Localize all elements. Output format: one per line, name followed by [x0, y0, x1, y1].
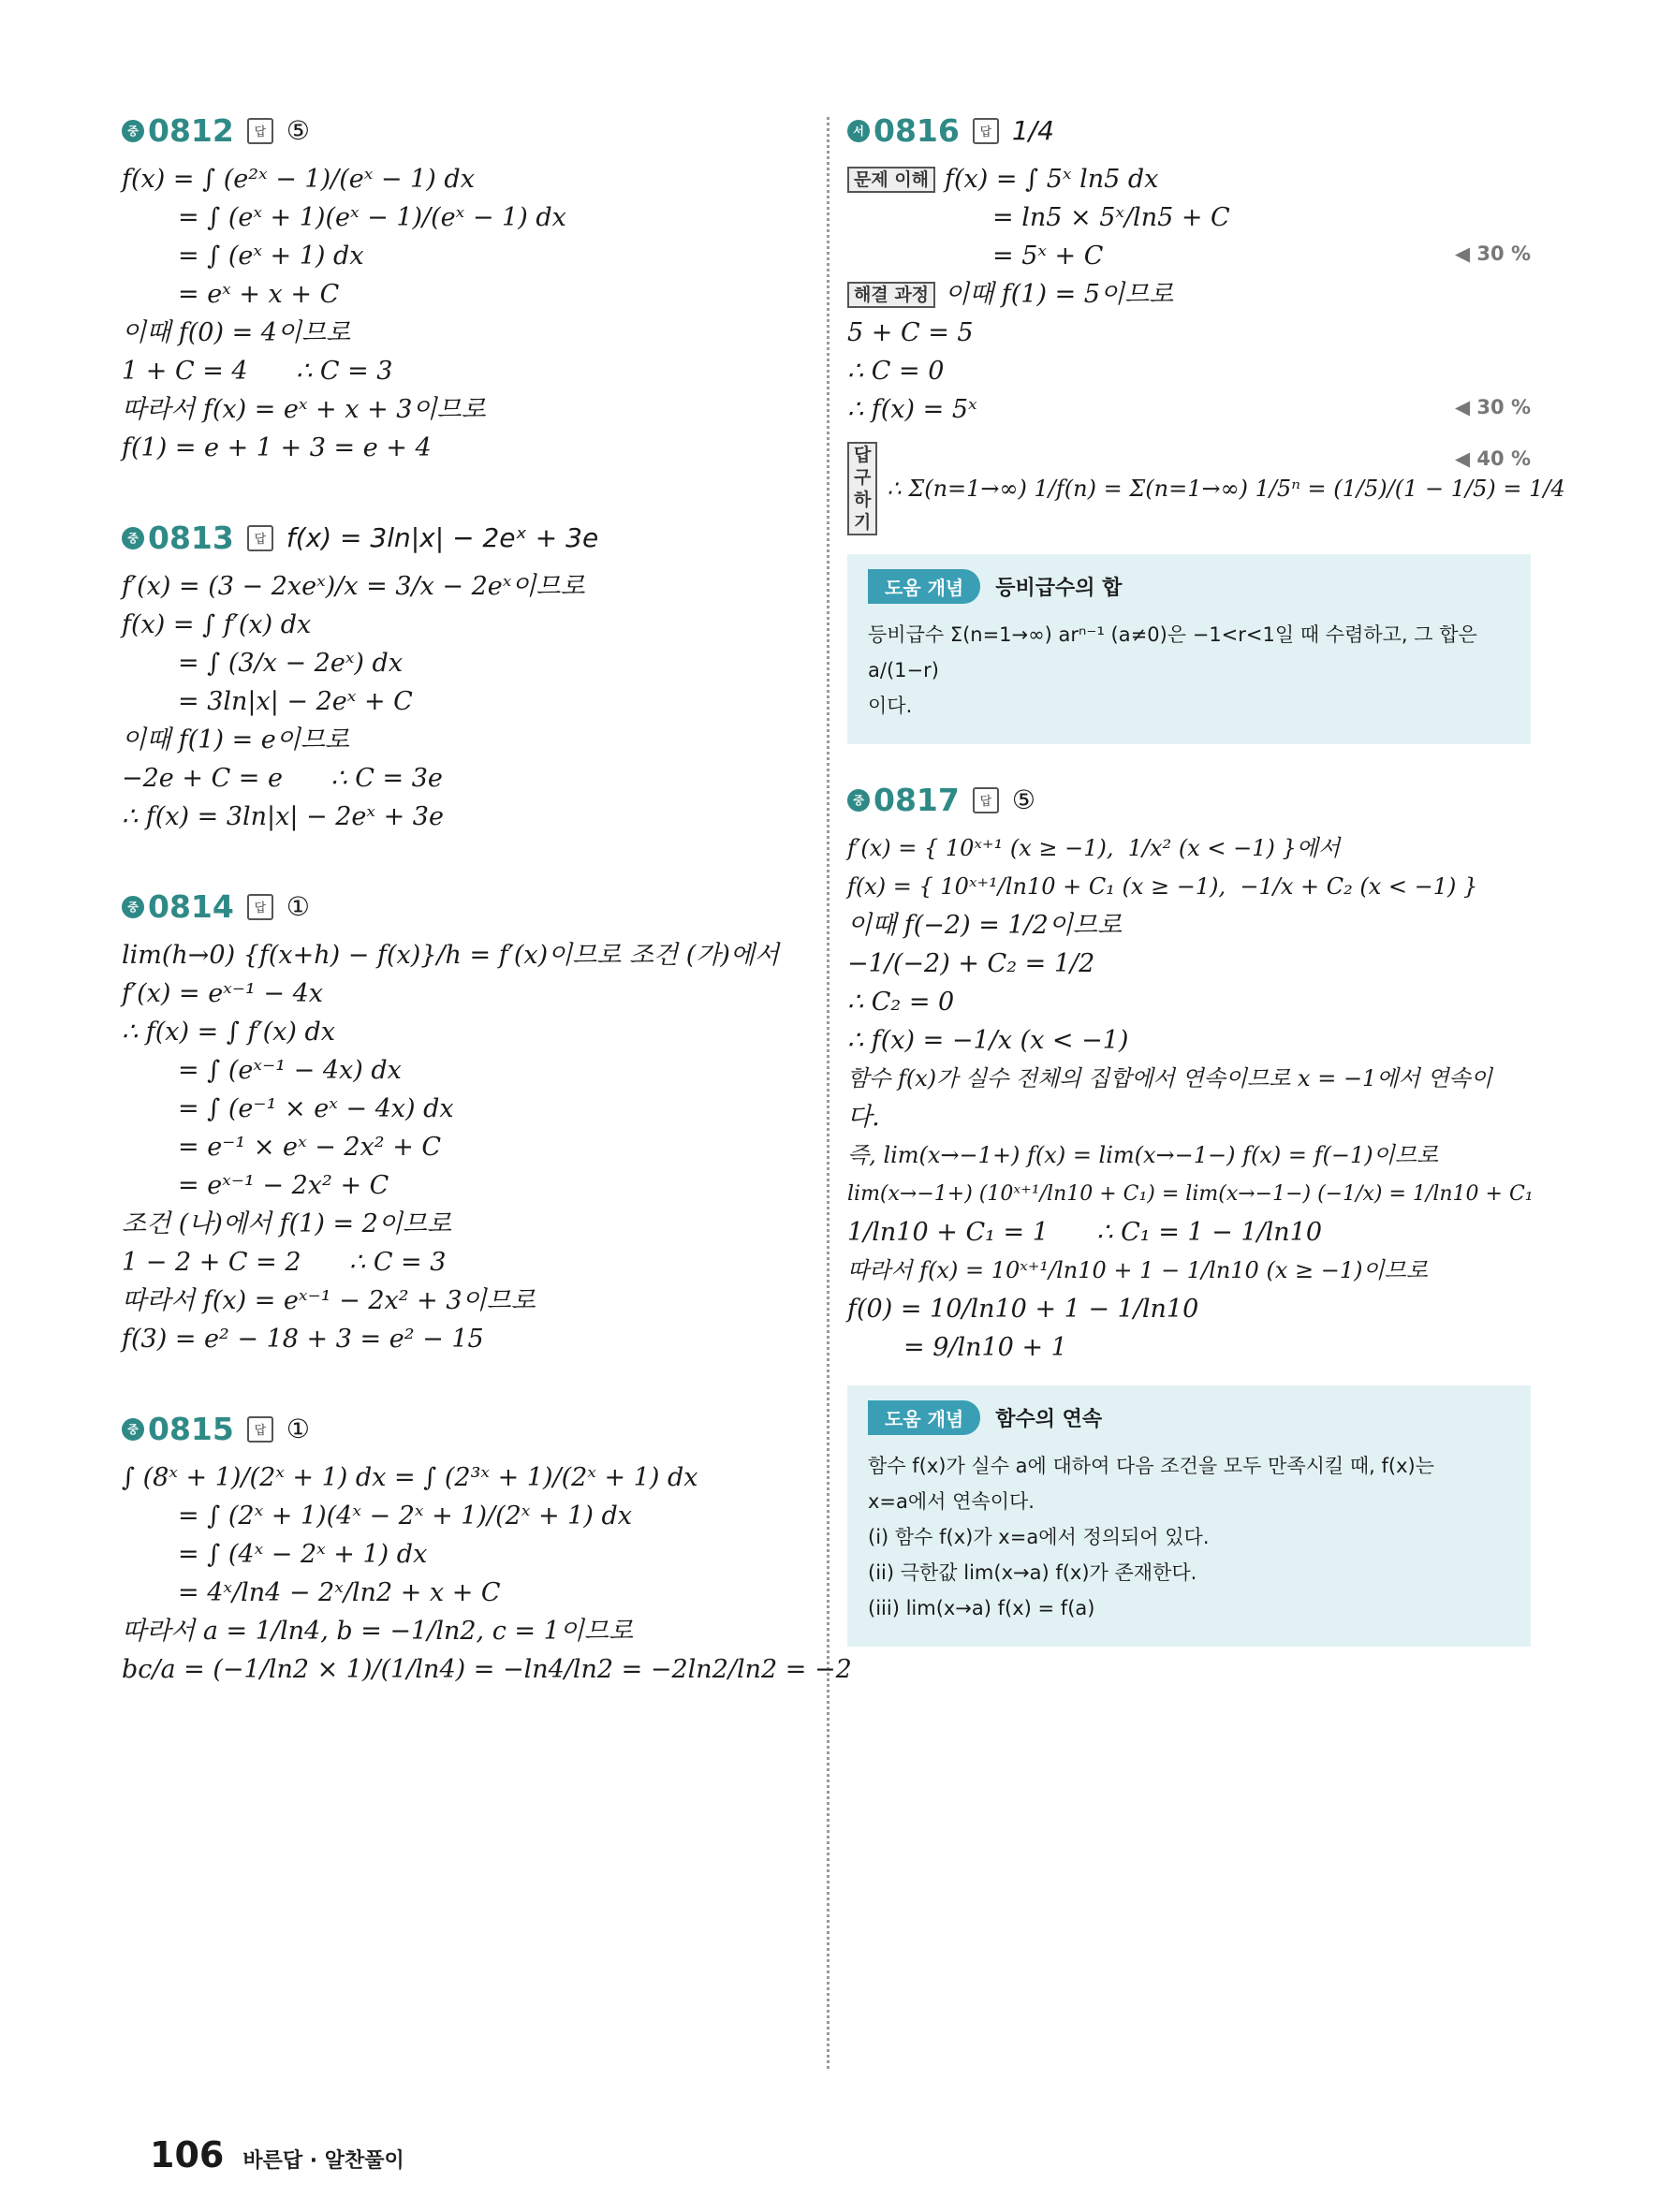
solution-line: 이때 f(−2) = 1/2이므로	[847, 911, 1123, 940]
solution-line: 다.	[847, 1103, 880, 1132]
problem-0816	[847, 112, 1565, 535]
help-line: 등비급수 Σ(n=1→∞) arⁿ⁻¹ (a≠0)은 −1<r<1일 때 수렴하고, 그 합은 a/(1−r)	[868, 623, 1484, 681]
solution-line: 조건 (나)에서 f(1) = 2이므로	[122, 1209, 452, 1238]
solution-step	[847, 237, 1531, 275]
solution-line: f(1) = e + 1 + 3 = e + 4	[122, 433, 432, 462]
solution-line: ∴ f(x) = −1/x (x < −1)	[847, 1026, 1129, 1055]
help-line: (iii) lim(x→a) f(x) = f(a)	[868, 1597, 1095, 1619]
solution-line: −2e + C = e ∴ C = 3e	[122, 764, 443, 793]
solution-line: lim(x→−1+) (10ˣ⁺¹/ln10 + C₁) = lim(x→−1−) (−1/x) = 1/ln10 + C₁	[847, 1182, 1534, 1206]
score-indicator: ◀ 30 %	[1454, 396, 1531, 418]
help-tag: 도움 개념	[868, 569, 980, 604]
solution-line: = 5ˣ + C	[992, 242, 1104, 271]
difficulty-mark-icon: 중	[122, 896, 144, 918]
solution-line: ∴ C₂ = 0	[847, 988, 955, 1017]
solution-line: = ∫ (eˣ + 1) dx	[178, 242, 364, 271]
help-line: x=a에서 연속이다.	[868, 1490, 1035, 1513]
solution-line: ∫ (8ˣ + 1)/(2ˣ + 1) dx = ∫ (2³ˣ + 1)/(2ˣ + 1) dx	[122, 1463, 698, 1492]
solution-line: ∴ f(x) = ∫ f′(x) dx	[122, 1018, 335, 1047]
solution-line: = ∫ (eˣ + 1)(eˣ − 1)/(eˣ − 1) dx	[178, 203, 566, 232]
page-footer	[150, 2134, 404, 2175]
problem-number: 중 0815	[122, 1411, 234, 1447]
solution-line: ∴ C = 0	[847, 357, 945, 386]
answer: ①	[286, 1414, 310, 1444]
solution-line: 따라서 f(x) = eˣ⁻¹ − 2x² + 3이므로	[122, 1286, 536, 1315]
answer: ⑤	[1011, 784, 1035, 815]
difficulty-mark-icon: 중	[847, 789, 870, 812]
solution-line: f(x) = { 10ˣ⁺¹/ln10 + C₁ (x ≥ −1), −1/x + C₂ (x < −1) }	[847, 873, 1478, 900]
answer: ⑤	[286, 115, 310, 146]
help-line: 이다.	[868, 695, 913, 717]
solution-line: = e⁻¹ × eˣ − 2x² + C	[178, 1133, 442, 1162]
solution-line: f(0) = 10/ln10 + 1 − 1/ln10	[847, 1295, 1199, 1324]
solution-line: 1 − 2 + C = 2 ∴ C = 3	[122, 1248, 447, 1277]
column-divider	[827, 117, 830, 2069]
solution-line: = ln5 × 5ˣ/ln5 + C	[992, 203, 1230, 232]
solution-step	[847, 275, 1531, 314]
help-line: (i) 함수 f(x)가 x=a에서 정의되어 있다.	[868, 1526, 1210, 1548]
solution-line: 이때 f(1) = e이므로	[122, 725, 349, 754]
score-indicator: ◀ 30 %	[1454, 242, 1531, 265]
solution-line: f(x) = ∫ (e²ˣ − 1)/(eˣ − 1) dx	[122, 165, 475, 194]
problem-0813	[122, 520, 796, 836]
answer-icon: 답	[973, 787, 999, 813]
difficulty-mark-icon: 중	[122, 1418, 144, 1441]
solution-line: 따라서 f(x) = 10ˣ⁺¹/ln10 + 1 − 1/ln10 (x ≥ −1)이므로	[847, 1257, 1429, 1283]
solution-line: f(x) = ∫ f′(x) dx	[122, 610, 312, 639]
left-column	[122, 112, 852, 1741]
answer-icon: 답	[247, 894, 273, 920]
answer-icon: 답	[247, 1416, 273, 1443]
difficulty-mark-icon: 중	[122, 527, 144, 549]
solution-line: = eˣ + x + C	[178, 280, 340, 309]
solution-line: 함수 f(x)가 실수 전체의 집합에서 연속이므로 x = −1에서 연속이	[847, 1065, 1492, 1091]
solution-line: f(x) = ∫ 5ˣ ln5 dx	[945, 165, 1159, 194]
answer-icon: 답	[247, 118, 273, 144]
step-tag: 문제 이해	[847, 167, 935, 193]
problem-number: 서 0816	[847, 112, 960, 149]
solution-line: 이때 f(1) = 5이므로	[945, 280, 1174, 309]
solution-line: = ∫ (2ˣ + 1)(4ˣ − 2ˣ + 1)/(2ˣ + 1) dx	[178, 1502, 632, 1531]
right-column	[847, 112, 1565, 1684]
solution-line: 따라서 f(x) = eˣ + x + 3이므로	[122, 395, 486, 424]
problem-0815	[122, 1411, 852, 1689]
solution-line: f′(x) = (3 − 2xeˣ)/x = 3/x − 2eˣ이므로	[122, 572, 585, 601]
solution-line: = ∫ (e⁻¹ × eˣ − 4x) dx	[178, 1094, 454, 1123]
help-tag: 도움 개념	[868, 1400, 980, 1435]
answer: f(x) = 3ln|x| − 2eˣ + 3e	[286, 522, 599, 553]
solution-line: = ∫ (eˣ⁻¹ − 4x) dx	[178, 1056, 402, 1085]
solution-step	[847, 442, 1565, 535]
step-tag: 답 구하기	[847, 442, 877, 535]
solution-line: −1/(−2) + C₂ = 1/2	[847, 949, 1095, 978]
problem-0817	[847, 782, 1534, 1367]
score-indicator: ◀ 40 %	[1454, 447, 1531, 470]
solution-line: = 3ln|x| − 2eˣ + C	[178, 687, 413, 716]
solution-line: 1/ln10 + C₁ = 1 ∴ C₁ = 1 − 1/ln10	[847, 1218, 1323, 1247]
problem-number: 중 0817	[847, 782, 960, 818]
solution-step	[847, 198, 1531, 237]
difficulty-mark-icon: 서	[847, 120, 870, 142]
solution-line: bc/a = (−1/ln2 × 1)/(1/ln4) = −ln4/ln2 = −2ln2/ln2 = −2	[122, 1655, 852, 1684]
solution-line: 따라서 a = 1/ln4, b = −1/ln2, c = 1이므로	[122, 1617, 634, 1646]
answer-icon: 답	[973, 118, 999, 144]
step-tag: 해결 과정	[847, 282, 935, 308]
solution-line: = 4ˣ/ln4 − 2ˣ/ln2 + x + C	[178, 1578, 501, 1607]
solution-line: = eˣ⁻¹ − 2x² + C	[178, 1171, 389, 1200]
difficulty-mark-icon: 중	[122, 120, 144, 142]
problem-0814	[122, 888, 796, 1358]
solution-step	[847, 160, 1531, 198]
solution-line: = ∫ (4ˣ − 2ˣ + 1) dx	[178, 1540, 428, 1569]
page-number: 106	[150, 2134, 225, 2175]
solution-line: = 9/ln10 + 1	[903, 1333, 1067, 1362]
solution-line: 5 + C = 5	[847, 318, 974, 347]
solution-line: lim(h→0) {f(x+h) − f(x)}/h = f′(x)이므로 조건 (가)에서	[122, 941, 780, 970]
problem-number: 중 0814	[122, 888, 234, 925]
problem-number: 중 0813	[122, 520, 234, 556]
problem-0812	[122, 112, 796, 467]
solution-line: f(3) = e² − 18 + 3 = e² − 15	[122, 1325, 484, 1354]
book-label: 바른답 · 알찬풀이	[242, 2149, 404, 2173]
help-title: 등비급수의 합	[995, 577, 1123, 600]
solution-line: 즉, lim(x→−1+) f(x) = lim(x→−1−) f(x) = f(−1)이므로	[847, 1142, 1439, 1168]
solution-line: f′(x) = eˣ⁻¹ − 4x	[122, 979, 324, 1008]
solution-line: ∴ f(x) = 5ˣ	[847, 395, 977, 424]
help-line: (ii) 극한값 lim(x→a) f(x)가 존재한다.	[868, 1561, 1197, 1584]
answer: 1/4	[1011, 115, 1054, 146]
answer-icon: 답	[247, 525, 273, 551]
solution-line: 1 + C = 4 ∴ C = 3	[122, 357, 393, 386]
help-box-geometric-series	[847, 554, 1531, 744]
answer: ①	[286, 891, 310, 922]
help-box-continuity	[847, 1385, 1531, 1647]
help-title: 함수의 연속	[995, 1408, 1103, 1431]
solution-line: f′(x) = { 10ˣ⁺¹ (x ≥ −1), 1/x² (x < −1) }에서	[847, 835, 1341, 861]
solution-line: = ∫ (3/x − 2eˣ) dx	[178, 649, 404, 678]
solution-step	[847, 390, 1531, 429]
solution-line: 이때 f(0) = 4이므로	[122, 318, 351, 347]
help-line: 함수 f(x)가 실수 a에 대하여 다음 조건을 모두 만족시킬 때, f(x)는	[868, 1455, 1435, 1477]
solution-line: ∴ Σ(n=1→∞) 1/f(n) = Σ(n=1→∞) 1/5ⁿ = (1/5)/(1 − 1/5) = 1/4	[887, 475, 1565, 502]
solution-line: ∴ f(x) = 3ln|x| − 2eˣ + 3e	[122, 802, 444, 831]
problem-number: 중 0812	[122, 112, 234, 149]
